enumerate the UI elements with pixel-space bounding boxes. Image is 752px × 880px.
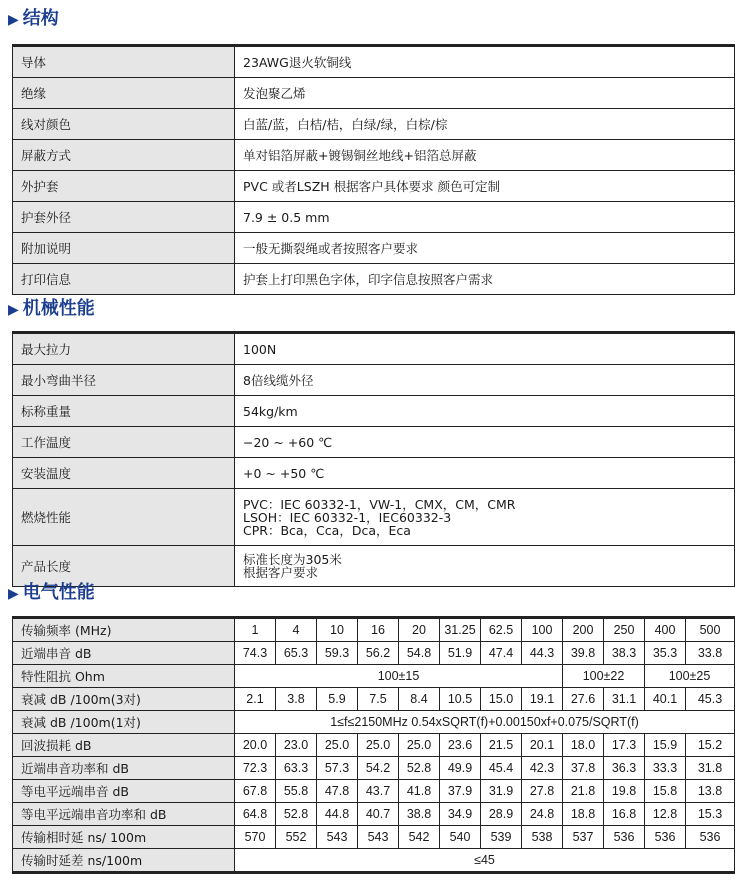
cell-value: 33.3 <box>645 757 686 780</box>
cell-value: 40.7 <box>358 803 399 826</box>
cell-value: 51.9 <box>440 642 481 665</box>
electrical-table <box>12 616 735 874</box>
table-row <box>13 202 735 233</box>
cell-value: 23.0 <box>276 734 317 757</box>
cell-value: 52.8 <box>399 757 440 780</box>
cell-value: 45.3 <box>686 688 735 711</box>
cell-value: 42.3 <box>522 757 563 780</box>
cell-value: 15.9 <box>645 734 686 757</box>
cell-value: 13.8 <box>686 780 735 803</box>
cell-value: 44.8 <box>317 803 358 826</box>
row-label: 工作温度 <box>13 427 235 458</box>
cell-value: 1≤f≤2150MHz 0.54xSQRT(f)+0.00150xf+0.075/SQRT(f) <box>235 711 735 734</box>
cell-value: 38.8 <box>399 803 440 826</box>
cell-value: 8.4 <box>399 688 440 711</box>
cell-value: 64.8 <box>235 803 276 826</box>
cell-value: 400 <box>645 618 686 642</box>
table-row <box>13 140 735 171</box>
value-line: CPR：Bca，Cca，Dca，Eca <box>243 522 411 538</box>
cell-value: 62.5 <box>481 618 522 642</box>
table-row <box>13 803 735 826</box>
row-label: 绝缘 <box>13 78 235 109</box>
cell-value: 24.8 <box>522 803 563 826</box>
cell-value: 250 <box>604 618 645 642</box>
cell-value: 100±22 <box>563 665 645 688</box>
row-label: 近端串音 dB <box>13 642 235 665</box>
cell-value: 44.3 <box>522 642 563 665</box>
row-label: 产品长度 <box>13 546 235 587</box>
triangle-right-icon: ▶ <box>8 302 19 318</box>
cell-value: 34.9 <box>440 803 481 826</box>
cell-value: 200 <box>563 618 604 642</box>
cell-value: 20.0 <box>235 734 276 757</box>
cell-value: 21.5 <box>481 734 522 757</box>
row-label: 回波损耗 dB <box>13 734 235 757</box>
cell-value: 16.8 <box>604 803 645 826</box>
cell-value: 43.7 <box>358 780 399 803</box>
row-label: 外护套 <box>13 171 235 202</box>
cell-value: 100±15 <box>235 665 563 688</box>
table-row <box>13 489 735 546</box>
row-value: PVC 或者LSZH 根据客户具体要求 颜色可定制 <box>235 171 735 202</box>
table-row <box>13 109 735 140</box>
cell-value: 15.0 <box>481 688 522 711</box>
row-label: 安装温度 <box>13 458 235 489</box>
cell-value: 74.3 <box>235 642 276 665</box>
cell-value: 10 <box>317 618 358 642</box>
frequency-row <box>13 618 735 642</box>
cell-value: 25.0 <box>317 734 358 757</box>
cell-value: 52.8 <box>276 803 317 826</box>
section-title-mechanical: ▶ 机械性能 <box>8 298 95 319</box>
cell-value: 33.8 <box>686 642 735 665</box>
triangle-right-icon: ▶ <box>8 12 19 28</box>
cell-value: 40.1 <box>645 688 686 711</box>
cell-value: 39.8 <box>563 642 604 665</box>
cell-value: 10.5 <box>440 688 481 711</box>
cell-value: 65.3 <box>276 642 317 665</box>
cell-value: 20.1 <box>522 734 563 757</box>
table-row <box>13 78 735 109</box>
row-value: −20 ~ +60 ℃ <box>235 427 735 458</box>
row-label: 衰减 dB /100m(3对) <box>13 688 235 711</box>
cell-value: 536 <box>686 826 735 849</box>
cell-value: 500 <box>686 618 735 642</box>
cell-value: 37.9 <box>440 780 481 803</box>
row-value: 护套上打印黑色字体，印字信息按照客户需求 <box>235 264 735 295</box>
row-label: 最大拉力 <box>13 333 235 365</box>
table-row <box>13 458 735 489</box>
row-value: 一般无撕裂绳或者按照客户要求 <box>235 233 735 264</box>
cell-value: 31.8 <box>686 757 735 780</box>
row-value: 单对铝箔屏蔽+镀锡铜丝地线+铝箔总屏蔽 <box>235 140 735 171</box>
value-line: LSOH：IEC 60332-1，IEC60332-3 <box>243 509 452 525</box>
row-label: 特性阻抗 Ohm <box>13 665 235 688</box>
cell-value: 19.1 <box>522 688 563 711</box>
cell-value: 35.3 <box>645 642 686 665</box>
table-row <box>13 757 735 780</box>
row-label: 打印信息 <box>13 264 235 295</box>
cell-value: 100 <box>522 618 563 642</box>
row-label: 等电平远端串音 dB <box>13 780 235 803</box>
cell-value: 7.5 <box>358 688 399 711</box>
mechanical-table <box>12 331 735 587</box>
table-row <box>13 46 735 78</box>
table-row <box>13 780 735 803</box>
cell-value: 16 <box>358 618 399 642</box>
cell-value: 72.3 <box>235 757 276 780</box>
table-row <box>13 333 735 365</box>
row-value: 54kg/km <box>235 396 735 427</box>
table-row <box>13 849 735 873</box>
table-row <box>13 826 735 849</box>
cell-value: 31.25 <box>440 618 481 642</box>
row-value: 8倍线缆外径 <box>235 365 735 396</box>
row-label: 附加说明 <box>13 233 235 264</box>
cell-value: 542 <box>399 826 440 849</box>
table-row <box>13 396 735 427</box>
cell-value: 3.8 <box>276 688 317 711</box>
value-line: PVC：IEC 60332-1，VW-1，CMX，CM，CMR <box>243 496 516 512</box>
cell-value: 23.6 <box>440 734 481 757</box>
cell-value: 45.4 <box>481 757 522 780</box>
cell-value: 15.2 <box>686 734 735 757</box>
cell-value: 12.8 <box>645 803 686 826</box>
cell-value: 28.9 <box>481 803 522 826</box>
cell-value: 38.3 <box>604 642 645 665</box>
cell-value: 36.3 <box>604 757 645 780</box>
cell-value: 18.0 <box>563 734 604 757</box>
row-label: 传输时延差 ns/100m <box>13 849 235 873</box>
cell-value: 54.8 <box>399 642 440 665</box>
cell-value: 47.4 <box>481 642 522 665</box>
cell-value: 538 <box>522 826 563 849</box>
row-label: 等电平远端串音功率和 dB <box>13 803 235 826</box>
row-label: 传输频率 (MHz) <box>13 618 235 642</box>
cell-value: 570 <box>235 826 276 849</box>
structure-table <box>12 44 735 295</box>
table-row <box>13 427 735 458</box>
table-row <box>13 171 735 202</box>
table-row <box>13 665 735 688</box>
cell-value: 536 <box>645 826 686 849</box>
table-row <box>13 734 735 757</box>
cell-value: 31.1 <box>604 688 645 711</box>
table-row <box>13 642 735 665</box>
table-row <box>13 546 735 587</box>
table-row <box>13 688 735 711</box>
cell-value: 543 <box>317 826 358 849</box>
cell-value: 1 <box>235 618 276 642</box>
row-value <box>235 546 735 587</box>
cell-value: 537 <box>563 826 604 849</box>
cell-value: 56.2 <box>358 642 399 665</box>
cell-value: 5.9 <box>317 688 358 711</box>
row-value: 白蓝/蓝，白桔/桔，白绿/绿，白棕/棕 <box>235 109 735 140</box>
row-label: 导体 <box>13 46 235 78</box>
cell-value: 63.3 <box>276 757 317 780</box>
cell-value: ≤45 <box>235 849 735 873</box>
row-label: 衰减 dB /100m(1对) <box>13 711 235 734</box>
row-value: 23AWG退火软铜线 <box>235 46 735 78</box>
cell-value: 18.8 <box>563 803 604 826</box>
cell-value: 543 <box>358 826 399 849</box>
cell-value: 540 <box>440 826 481 849</box>
section-title-structure: ▶ 结构 <box>8 8 59 29</box>
cell-value: 552 <box>276 826 317 849</box>
row-label: 传输相时延 ns/ 100m <box>13 826 235 849</box>
value-line: 根据客户要求 <box>243 565 319 580</box>
cell-value: 67.8 <box>235 780 276 803</box>
row-label: 标称重量 <box>13 396 235 427</box>
cell-value: 31.9 <box>481 780 522 803</box>
row-value: +0 ~ +50 ℃ <box>235 458 735 489</box>
cell-value: 25.0 <box>399 734 440 757</box>
cell-value: 15.3 <box>686 803 735 826</box>
row-label: 近端串音功率和 dB <box>13 757 235 780</box>
cell-value: 21.8 <box>563 780 604 803</box>
cell-value: 59.3 <box>317 642 358 665</box>
table-row <box>13 711 735 734</box>
row-label: 护套外径 <box>13 202 235 233</box>
cell-value: 2.1 <box>235 688 276 711</box>
cell-value: 57.3 <box>317 757 358 780</box>
row-label: 屏蔽方式 <box>13 140 235 171</box>
cell-value: 49.9 <box>440 757 481 780</box>
row-value: 100N <box>235 333 735 365</box>
cell-value: 15.8 <box>645 780 686 803</box>
cell-value: 100±25 <box>645 665 735 688</box>
cell-value: 41.8 <box>399 780 440 803</box>
row-label: 最小弯曲半径 <box>13 365 235 396</box>
cell-value: 17.3 <box>604 734 645 757</box>
cell-value: 4 <box>276 618 317 642</box>
table-row <box>13 233 735 264</box>
cell-value: 19.8 <box>604 780 645 803</box>
triangle-right-icon: ▶ <box>8 586 19 602</box>
cell-value: 20 <box>399 618 440 642</box>
section-title-electrical: ▶ 电气性能 <box>8 582 95 603</box>
cell-value: 37.8 <box>563 757 604 780</box>
row-value: 发泡聚乙烯 <box>235 78 735 109</box>
cell-value: 47.8 <box>317 780 358 803</box>
cell-value: 54.2 <box>358 757 399 780</box>
cell-value: 536 <box>604 826 645 849</box>
row-value <box>235 489 735 546</box>
value-line: 标准长度为305米 <box>243 552 342 567</box>
cell-value: 25.0 <box>358 734 399 757</box>
table-row <box>13 264 735 295</box>
cell-value: 27.6 <box>563 688 604 711</box>
cell-value: 539 <box>481 826 522 849</box>
cell-value: 55.8 <box>276 780 317 803</box>
row-label: 线对颜色 <box>13 109 235 140</box>
row-label: 燃烧性能 <box>13 489 235 546</box>
table-row <box>13 365 735 396</box>
cell-value: 27.8 <box>522 780 563 803</box>
row-value: 7.9 ± 0.5 mm <box>235 202 735 233</box>
